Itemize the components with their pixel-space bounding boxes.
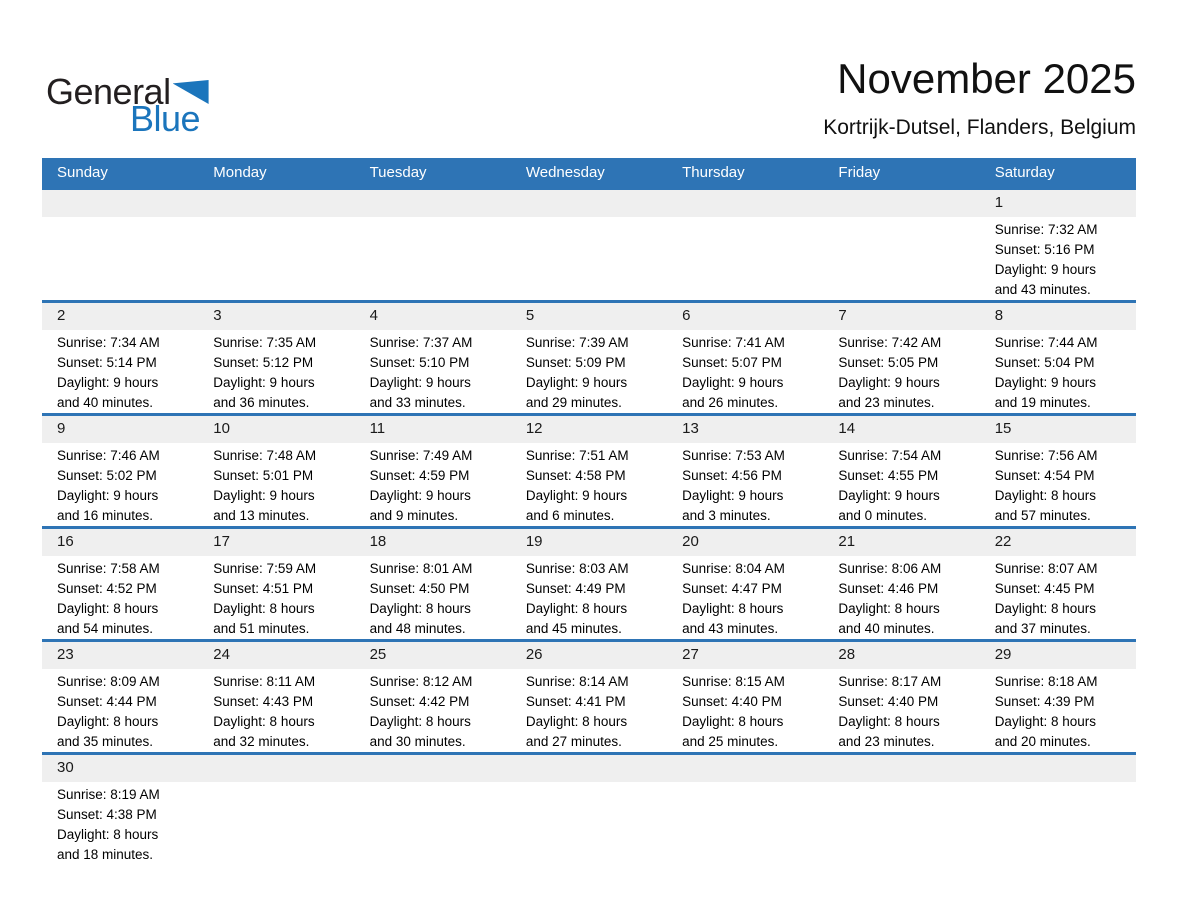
empty-day-cell	[511, 755, 667, 865]
weeks-container	[42, 187, 1136, 865]
day-details	[198, 330, 354, 413]
day-details	[667, 782, 823, 785]
day-cell	[511, 416, 667, 526]
day-details	[355, 330, 511, 413]
day-details	[980, 330, 1136, 413]
day-details	[667, 443, 823, 526]
daylight-line-2: and 9 minutes.	[369, 508, 459, 523]
daylight-line-2: and 43 minutes.	[682, 621, 779, 636]
day-cell	[667, 642, 823, 752]
day-cell	[823, 416, 979, 526]
daylight-line-2: and 40 minutes.	[57, 395, 154, 410]
day-number	[823, 755, 979, 782]
day-details	[42, 669, 198, 752]
sunset-line: Sunset: 4:39 PM	[994, 694, 1095, 709]
sunrise-line: Sunrise: 7:39 AM	[525, 335, 629, 350]
empty-day-cell	[511, 190, 667, 300]
day-details	[355, 782, 511, 785]
day-number: 7	[823, 303, 979, 330]
day-number: 28	[823, 642, 979, 669]
day-cell	[823, 642, 979, 752]
day-details	[198, 669, 354, 752]
day-cell	[42, 416, 198, 526]
day-details	[42, 443, 198, 526]
day-cell	[980, 642, 1136, 752]
daylight-line-1: Daylight: 8 hours	[994, 714, 1096, 729]
sunrise-line: Sunrise: 8:12 AM	[369, 674, 473, 689]
empty-day-cell	[198, 755, 354, 865]
daylight-line-1: Daylight: 8 hours	[369, 601, 471, 616]
day-cell	[980, 303, 1136, 413]
day-details	[511, 443, 667, 526]
daylight-line-2: and 37 minutes.	[994, 621, 1091, 636]
daylight-line-1: Daylight: 8 hours	[525, 601, 628, 616]
day-cell	[42, 755, 198, 865]
daylight-line-1: Daylight: 9 hours	[838, 375, 940, 390]
day-number: 14	[823, 416, 979, 443]
sunset-line: Sunset: 4:59 PM	[369, 468, 470, 483]
day-number: 6	[667, 303, 823, 330]
empty-day-cell	[42, 190, 198, 300]
day-details	[511, 556, 667, 639]
sunrise-line: Sunrise: 7:44 AM	[994, 335, 1098, 350]
day-details	[42, 556, 198, 639]
day-number	[198, 755, 354, 782]
day-cell	[823, 529, 979, 639]
day-cell	[667, 416, 823, 526]
sunset-line: Sunset: 4:43 PM	[213, 694, 314, 709]
daylight-line-2: and 0 minutes.	[838, 508, 927, 523]
day-details	[980, 556, 1136, 639]
empty-day-cell	[980, 755, 1136, 865]
sunset-line: Sunset: 4:40 PM	[838, 694, 939, 709]
daylight-line-2: and 25 minutes.	[682, 734, 779, 749]
day-number: 15	[980, 416, 1136, 443]
day-number: 4	[355, 303, 511, 330]
daylight-line-2: and 45 minutes.	[525, 621, 622, 636]
empty-day-cell	[355, 755, 511, 865]
day-cell	[511, 642, 667, 752]
daylight-line-2: and 27 minutes.	[525, 734, 622, 749]
daylight-line-1: Daylight: 8 hours	[682, 714, 784, 729]
daylight-line-1: Daylight: 9 hours	[57, 488, 159, 503]
sunset-line: Sunset: 4:38 PM	[57, 807, 157, 822]
daylight-line-2: and 6 minutes.	[525, 508, 615, 523]
sunset-line: Sunset: 4:49 PM	[525, 581, 626, 596]
day-number: 16	[42, 529, 198, 556]
daylight-line-2: and 32 minutes.	[213, 734, 310, 749]
daylight-line-1: Daylight: 8 hours	[213, 714, 315, 729]
daylight-line-2: and 51 minutes.	[213, 621, 310, 636]
empty-day-cell	[198, 190, 354, 300]
weekday-header-tuesday: Tuesday	[369, 164, 427, 181]
sunset-line: Sunset: 5:02 PM	[57, 468, 157, 483]
sunset-line: Sunset: 4:54 PM	[994, 468, 1095, 483]
day-number: 24	[198, 642, 354, 669]
daylight-line-2: and 57 minutes.	[994, 508, 1091, 523]
sunrise-line: Sunrise: 8:06 AM	[838, 561, 942, 576]
day-details	[823, 669, 979, 752]
day-details	[42, 782, 198, 865]
day-number: 25	[355, 642, 511, 669]
daylight-line-2: and 19 minutes.	[994, 395, 1091, 410]
day-details	[355, 217, 511, 220]
day-cell	[355, 529, 511, 639]
day-number	[511, 190, 667, 217]
sunset-line: Sunset: 4:40 PM	[682, 694, 782, 709]
sunset-line: Sunset: 4:41 PM	[525, 694, 626, 709]
day-number: 12	[511, 416, 667, 443]
day-number: 26	[511, 642, 667, 669]
day-details	[980, 443, 1136, 526]
daylight-line-2: and 30 minutes.	[369, 734, 466, 749]
daylight-line-1: Daylight: 9 hours	[682, 375, 784, 390]
day-cell	[42, 529, 198, 639]
daylight-line-1: Daylight: 8 hours	[994, 488, 1096, 503]
day-details	[198, 782, 354, 785]
day-details	[355, 669, 511, 752]
sunrise-line: Sunrise: 7:54 AM	[838, 448, 942, 463]
day-details	[823, 443, 979, 526]
sunset-line: Sunset: 5:07 PM	[682, 355, 782, 370]
day-number	[667, 755, 823, 782]
sunrise-line: Sunrise: 8:03 AM	[525, 561, 629, 576]
sunrise-line: Sunrise: 8:04 AM	[682, 561, 785, 576]
daylight-line-1: Daylight: 8 hours	[57, 601, 159, 616]
daylight-line-2: and 26 minutes.	[682, 395, 779, 410]
sunrise-line: Sunrise: 7:51 AM	[525, 448, 629, 463]
empty-day-cell	[823, 755, 979, 865]
daylight-line-1: Daylight: 8 hours	[213, 601, 315, 616]
weekday-header-thursday: Thursday	[682, 164, 745, 181]
day-number: 19	[511, 529, 667, 556]
day-details	[980, 669, 1136, 752]
daylight-line-2: and 23 minutes.	[838, 395, 935, 410]
day-cell	[667, 303, 823, 413]
week-row	[42, 413, 1136, 526]
empty-day-cell	[667, 755, 823, 865]
day-cell	[42, 642, 198, 752]
day-cell	[42, 303, 198, 413]
day-cell	[667, 529, 823, 639]
daylight-line-1: Daylight: 8 hours	[57, 714, 159, 729]
sunset-line: Sunset: 5:05 PM	[838, 355, 939, 370]
daylight-line-1: Daylight: 9 hours	[369, 488, 471, 503]
daylight-line-1: Daylight: 9 hours	[213, 375, 315, 390]
sunset-line: Sunset: 4:52 PM	[57, 581, 157, 596]
sunset-line: Sunset: 4:44 PM	[57, 694, 157, 709]
title-block	[823, 56, 1136, 140]
daylight-line-1: Daylight: 8 hours	[994, 601, 1096, 616]
daylight-line-2: and 35 minutes.	[57, 734, 154, 749]
week-row	[42, 639, 1136, 752]
daylight-line-1: Daylight: 9 hours	[525, 375, 628, 390]
sunrise-line: Sunrise: 8:17 AM	[838, 674, 942, 689]
day-details	[823, 782, 979, 785]
sunset-line: Sunset: 5:04 PM	[994, 355, 1095, 370]
day-cell	[198, 416, 354, 526]
sunrise-line: Sunrise: 7:35 AM	[213, 335, 317, 350]
day-number: 17	[198, 529, 354, 556]
sunrise-line: Sunrise: 7:58 AM	[57, 561, 160, 576]
day-cell	[355, 642, 511, 752]
day-details	[511, 669, 667, 752]
daylight-line-1: Daylight: 8 hours	[838, 601, 940, 616]
day-cell	[980, 529, 1136, 639]
sunset-line: Sunset: 5:14 PM	[57, 355, 157, 370]
sunrise-line: Sunrise: 8:09 AM	[57, 674, 160, 689]
logo-general-text: General	[46, 71, 171, 112]
sunrise-line: Sunrise: 7:37 AM	[369, 335, 473, 350]
sunrise-line: Sunrise: 8:11 AM	[213, 674, 316, 689]
day-cell	[198, 529, 354, 639]
daylight-line-2: and 18 minutes.	[57, 847, 154, 862]
daylight-line-2: and 33 minutes.	[369, 395, 466, 410]
daylight-line-2: and 54 minutes.	[57, 621, 154, 636]
weekday-header-sunday: Sunday	[57, 164, 108, 181]
day-details	[667, 556, 823, 639]
sunset-line: Sunset: 5:01 PM	[213, 468, 314, 483]
sunset-line: Sunset: 4:45 PM	[994, 581, 1095, 596]
sunset-line: Sunset: 4:56 PM	[682, 468, 782, 483]
sunset-line: Sunset: 4:47 PM	[682, 581, 782, 596]
day-number: 1	[980, 190, 1136, 217]
day-details	[980, 782, 1136, 785]
day-number: 18	[355, 529, 511, 556]
day-cell	[355, 416, 511, 526]
sunrise-line: Sunrise: 8:07 AM	[994, 561, 1098, 576]
day-cell	[823, 303, 979, 413]
daylight-line-2: and 29 minutes.	[525, 395, 622, 410]
daylight-line-2: and 13 minutes.	[213, 508, 310, 523]
sunrise-line: Sunrise: 8:14 AM	[525, 674, 629, 689]
day-cell	[511, 529, 667, 639]
daylight-line-1: Daylight: 8 hours	[369, 714, 471, 729]
sunrise-line: Sunrise: 8:18 AM	[994, 674, 1098, 689]
daylight-line-2: and 48 minutes.	[369, 621, 466, 636]
daylight-line-1: Daylight: 9 hours	[994, 262, 1096, 277]
day-number: 23	[42, 642, 198, 669]
day-number: 21	[823, 529, 979, 556]
daylight-line-1: Daylight: 9 hours	[525, 488, 628, 503]
day-details	[355, 556, 511, 639]
day-number	[511, 755, 667, 782]
day-details	[511, 330, 667, 413]
sunset-line: Sunset: 4:42 PM	[369, 694, 470, 709]
day-number	[823, 190, 979, 217]
day-details	[667, 669, 823, 752]
daylight-line-1: Daylight: 8 hours	[57, 827, 159, 842]
daylight-line-2: and 16 minutes.	[57, 508, 154, 523]
sunrise-line: Sunrise: 7:46 AM	[57, 448, 160, 463]
day-details	[823, 217, 979, 220]
sunrise-line: Sunrise: 7:41 AM	[682, 335, 785, 350]
daylight-line-1: Daylight: 9 hours	[369, 375, 471, 390]
sunrise-line: Sunrise: 8:19 AM	[57, 787, 160, 802]
sunset-line: Sunset: 5:10 PM	[369, 355, 470, 370]
day-number	[42, 190, 198, 217]
weekday-header-friday: Friday	[838, 164, 881, 181]
day-number	[355, 190, 511, 217]
day-details	[355, 443, 511, 526]
day-details	[667, 330, 823, 413]
daylight-line-1: Daylight: 8 hours	[682, 601, 784, 616]
location-subtitle: Kortrijk-Dutsel, Flanders, Belgium	[823, 116, 1136, 140]
daylight-line-1: Daylight: 9 hours	[994, 375, 1096, 390]
day-number	[980, 755, 1136, 782]
day-details	[823, 330, 979, 413]
day-number	[667, 190, 823, 217]
day-cell	[355, 303, 511, 413]
daylight-line-1: Daylight: 9 hours	[682, 488, 784, 503]
sunset-line: Sunset: 5:09 PM	[525, 355, 626, 370]
day-details	[511, 782, 667, 785]
day-cell	[980, 190, 1136, 300]
sunset-line: Sunset: 5:12 PM	[213, 355, 314, 370]
sunrise-line: Sunrise: 8:01 AM	[369, 561, 473, 576]
daylight-line-1: Daylight: 8 hours	[525, 714, 628, 729]
week-row	[42, 752, 1136, 865]
day-details	[823, 556, 979, 639]
daylight-line-1: Daylight: 9 hours	[213, 488, 315, 503]
daylight-line-2: and 36 minutes.	[213, 395, 310, 410]
day-details	[980, 217, 1136, 300]
empty-day-cell	[355, 190, 511, 300]
day-cell	[980, 416, 1136, 526]
day-number: 5	[511, 303, 667, 330]
daylight-line-2: and 20 minutes.	[994, 734, 1091, 749]
week-row	[42, 526, 1136, 639]
day-details	[511, 217, 667, 220]
empty-day-cell	[667, 190, 823, 300]
sunset-line: Sunset: 5:16 PM	[994, 242, 1095, 257]
day-details	[198, 443, 354, 526]
day-details	[42, 330, 198, 413]
sunrise-line: Sunrise: 7:32 AM	[994, 222, 1098, 237]
empty-day-cell	[823, 190, 979, 300]
day-number: 8	[980, 303, 1136, 330]
sunset-line: Sunset: 4:50 PM	[369, 581, 470, 596]
day-number: 3	[198, 303, 354, 330]
day-details	[42, 217, 198, 220]
sunrise-line: Sunrise: 7:56 AM	[994, 448, 1098, 463]
day-cell	[198, 303, 354, 413]
daylight-line-1: Daylight: 8 hours	[838, 714, 940, 729]
day-number: 20	[667, 529, 823, 556]
day-number	[198, 190, 354, 217]
day-cell	[511, 303, 667, 413]
sunrise-line: Sunrise: 7:59 AM	[213, 561, 317, 576]
week-row	[42, 187, 1136, 300]
sunset-line: Sunset: 4:55 PM	[838, 468, 939, 483]
general-blue-logo	[46, 71, 246, 139]
daylight-line-2: and 40 minutes.	[838, 621, 935, 636]
day-number: 22	[980, 529, 1136, 556]
sunrise-line: Sunrise: 7:53 AM	[682, 448, 785, 463]
daylight-line-2: and 3 minutes.	[682, 508, 771, 523]
logo-blue-text: Blue	[130, 98, 201, 139]
day-number: 10	[198, 416, 354, 443]
day-number: 9	[42, 416, 198, 443]
day-number	[355, 755, 511, 782]
day-number: 29	[980, 642, 1136, 669]
day-details	[198, 217, 354, 220]
day-cell	[198, 642, 354, 752]
daylight-line-2: and 23 minutes.	[838, 734, 935, 749]
weekday-header-row	[42, 158, 1136, 187]
day-number: 11	[355, 416, 511, 443]
daylight-line-1: Daylight: 9 hours	[838, 488, 940, 503]
sunset-line: Sunset: 4:51 PM	[213, 581, 314, 596]
day-number: 13	[667, 416, 823, 443]
sunset-line: Sunset: 4:46 PM	[838, 581, 939, 596]
daylight-line-2: and 43 minutes.	[994, 282, 1091, 297]
day-number: 30	[42, 755, 198, 782]
weekday-header-saturday: Saturday	[994, 164, 1055, 181]
sunrise-line: Sunrise: 7:48 AM	[213, 448, 317, 463]
sunset-line: Sunset: 4:58 PM	[525, 468, 626, 483]
daylight-line-1: Daylight: 9 hours	[57, 375, 159, 390]
week-row	[42, 300, 1136, 413]
calendar-table	[42, 158, 1136, 865]
sunrise-line: Sunrise: 7:42 AM	[838, 335, 942, 350]
day-number: 2	[42, 303, 198, 330]
day-details	[667, 217, 823, 220]
day-number: 27	[667, 642, 823, 669]
day-details	[198, 556, 354, 639]
sunrise-line: Sunrise: 7:34 AM	[57, 335, 160, 350]
sunrise-line: Sunrise: 8:15 AM	[682, 674, 785, 689]
weekday-header-monday: Monday	[213, 164, 267, 181]
month-title: November 2025	[837, 55, 1136, 102]
sunrise-line: Sunrise: 7:49 AM	[369, 448, 473, 463]
weekday-header-wednesday: Wednesday	[525, 164, 605, 181]
